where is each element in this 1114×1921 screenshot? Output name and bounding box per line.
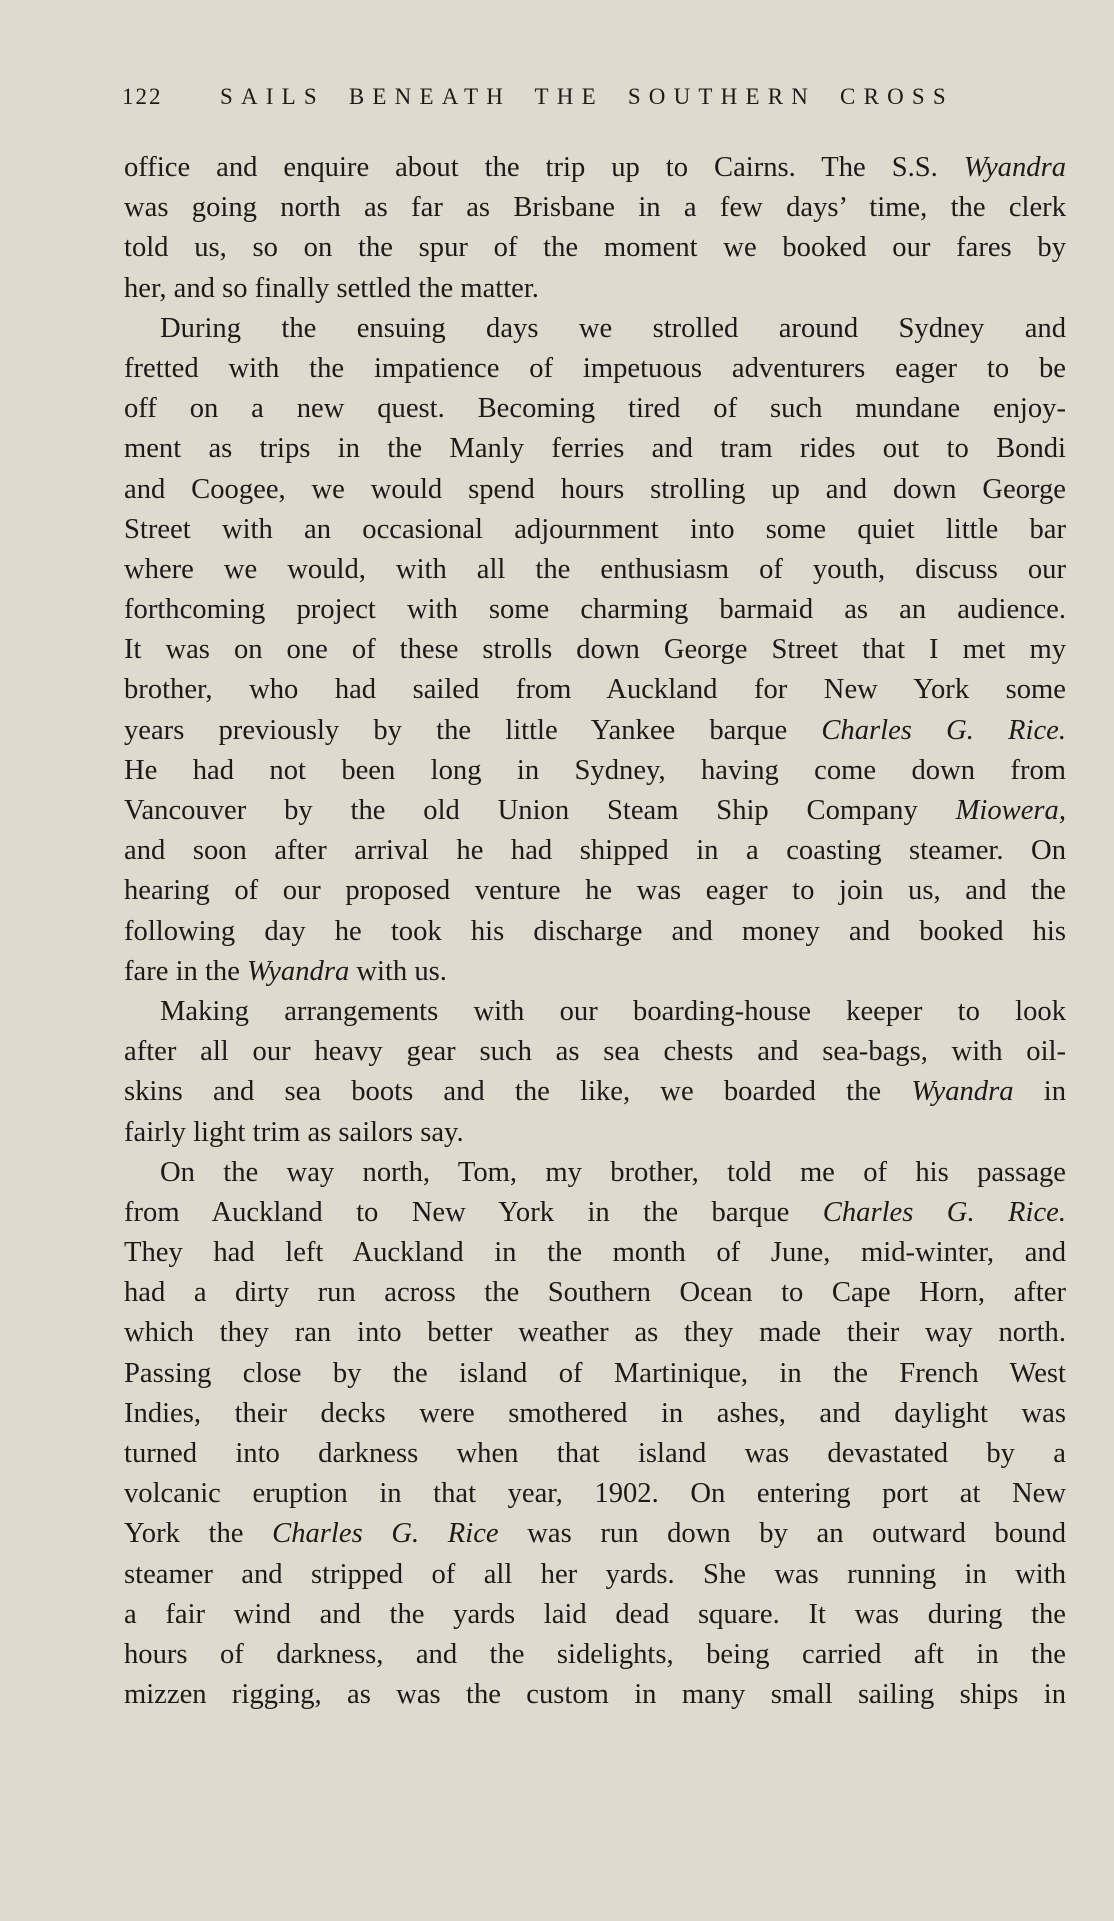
text-run: in	[1013, 1076, 1066, 1108]
text-run: and Coogee, we would spend hours strolling up and down George	[124, 473, 1066, 505]
running-head	[122, 84, 1022, 124]
text-line	[124, 630, 1066, 670]
ship-name: Wyandra	[963, 152, 1066, 183]
text-run: York the	[124, 1518, 273, 1550]
text-run: They had left Auckland in the month of June, mid-winter, and	[124, 1237, 1066, 1269]
text-run: was going north as far as Brisbane in a few days’ time, the clerk	[124, 192, 1066, 224]
text-run: and soon after arrival he had shipped in a coasting steamer. On	[124, 835, 1066, 867]
text-run: off on a new quest. Becoming tired of such mundane enjoy-	[124, 393, 1066, 425]
ship-name: Wyandra	[247, 955, 350, 987]
text-line	[124, 1193, 1066, 1233]
ship-name: Charles G. Rice	[272, 1518, 499, 1550]
text-line	[124, 711, 1066, 751]
text-run: He had not been long in Sydney, having come down from	[124, 754, 1066, 786]
text-run: hours of darkness, and the sidelights, being carried aft in the	[124, 1638, 1066, 1670]
text-line	[124, 952, 1066, 992]
text-run: ment as trips in the Manly ferries and tram rides out to Bondi	[124, 433, 1066, 465]
text-run: after all our heavy gear such as sea chests and sea-bags, with oil-	[124, 1036, 1066, 1068]
text-run: volcanic eruption in that year, 1902. On entering port at New	[124, 1478, 1066, 1510]
text-run: mizzen rigging, as was the custom in many small sailing ships in	[124, 1679, 1066, 1711]
text-line	[124, 1313, 1066, 1353]
text-line	[124, 912, 1066, 952]
ship-name: Miowera,	[955, 795, 1066, 826]
text-line	[124, 269, 1066, 309]
text-line	[124, 751, 1066, 791]
text-line	[124, 992, 1066, 1032]
text-run: Indies, their decks were smothered in ashes, and daylight was	[124, 1397, 1066, 1429]
text-run: her, and so finally settled the matter.	[124, 272, 539, 304]
text-run: Street with an occasional adjournment into some quiet little bar	[124, 513, 1066, 545]
text-run: following day he took his discharge and money and booked his	[124, 915, 1066, 947]
text-line	[124, 470, 1066, 510]
text-line	[124, 510, 1066, 550]
text-line	[124, 1434, 1066, 1474]
page-number: 122	[122, 84, 163, 109]
text-line	[124, 349, 1066, 389]
text-run: It was on one of these strolls down George Street that I met my	[124, 634, 1066, 666]
text-line	[124, 871, 1066, 911]
text-run: skins and sea boots and the like, we boarded the	[124, 1076, 912, 1108]
text-run: turned into darkness when that island was devastated by a	[124, 1438, 1066, 1469]
ship-name: Charles G. Rice.	[821, 714, 1066, 746]
book-title: SAILS BENEATH THE SOUTHERN CROSS	[220, 84, 954, 109]
text-line	[124, 228, 1066, 268]
text-run: Passing close by the island of Martinique, in the French West	[124, 1357, 1066, 1389]
text-line	[124, 1595, 1066, 1635]
text-run: fretted with the impatience of impetuous adventurers eager to be	[124, 352, 1066, 384]
text-run: fairly light trim as sailors say.	[124, 1116, 464, 1148]
ship-name: Wyandra	[911, 1076, 1014, 1108]
text-line	[124, 1474, 1066, 1514]
text-line	[124, 1354, 1066, 1394]
text-line	[124, 831, 1066, 871]
text-line	[124, 550, 1066, 590]
text-run: hearing of our proposed venture he was eager to join us, and the	[124, 875, 1066, 907]
text-line	[124, 1394, 1066, 1434]
text-line	[124, 389, 1066, 429]
text-line	[124, 148, 1066, 188]
text-run: Vancouver by the old Union Steam Ship Company	[124, 795, 956, 826]
text-run: Making arrangements with our boarding-house keeper to look	[160, 995, 1066, 1027]
text-line	[124, 1514, 1066, 1554]
ship-name: Charles G. Rice.	[822, 1196, 1066, 1228]
text-run: steamer and stripped of all her yards. She was running in with	[124, 1558, 1066, 1590]
text-line	[124, 1555, 1066, 1595]
text-run: with us.	[349, 955, 447, 987]
text-run: which they ran into better weather as they made their way north.	[124, 1317, 1066, 1349]
text-run: office and enquire about the trip up to Cairns. The S.S.	[124, 152, 964, 183]
text-run: had a dirty run across the Southern Ocean to Cape Horn, after	[124, 1277, 1066, 1309]
text-line	[124, 1675, 1066, 1715]
text-line	[124, 670, 1066, 710]
text-line	[124, 590, 1066, 630]
text-run: fare in the	[124, 955, 248, 987]
text-run: brother, who had sailed from Auckland for New York some	[124, 674, 1066, 706]
text-line	[124, 1072, 1066, 1112]
text-run: forthcoming project with some charming barmaid as an audience.	[124, 594, 1066, 626]
text-line	[124, 1113, 1066, 1153]
body-text	[124, 148, 1066, 1715]
text-run: On the way north, Tom, my brother, told me of his passage	[160, 1156, 1066, 1188]
text-line	[124, 188, 1066, 228]
text-line	[124, 1233, 1066, 1273]
text-line	[124, 791, 1066, 831]
text-run: During the ensuing days we strolled around Sydney and	[160, 312, 1066, 344]
text-run: told us, so on the spur of the moment we booked our fares by	[124, 232, 1066, 264]
text-line	[124, 429, 1066, 469]
text-run: was run down by an outward bound	[498, 1518, 1067, 1550]
text-run: a fair wind and the yards laid dead square. It was during the	[124, 1598, 1066, 1630]
text-line	[124, 1635, 1066, 1675]
text-line	[124, 1153, 1066, 1193]
text-run: where we would, with all the enthusiasm of youth, discuss our	[124, 553, 1066, 585]
text-run: years previously by the little Yankee barque	[124, 714, 822, 746]
text-line	[124, 1273, 1066, 1313]
text-line	[124, 309, 1066, 349]
text-run: from Auckland to New York in the barque	[124, 1196, 823, 1228]
text-line	[124, 1032, 1066, 1072]
